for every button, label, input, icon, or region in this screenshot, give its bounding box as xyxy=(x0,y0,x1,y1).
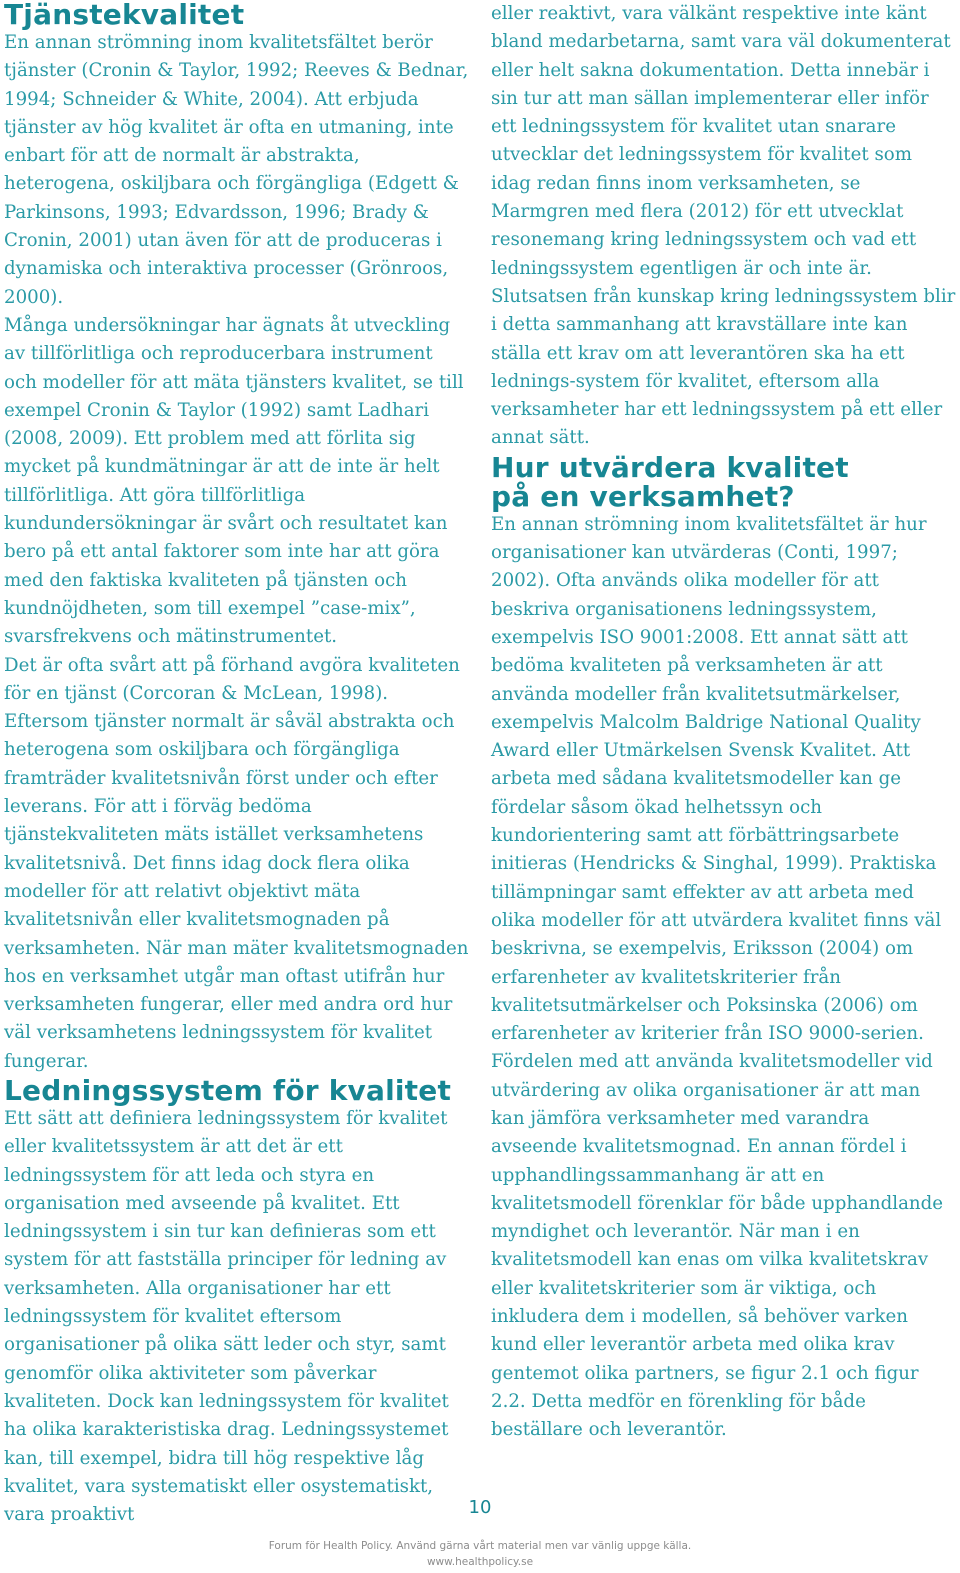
right-column xyxy=(491,0,957,1445)
page-number: 10 xyxy=(468,1497,492,1518)
paragraph: eller reaktivt, vara välkänt respektive inte känt bland medarbetarna, samt vara väl dokumenterat eller helt sakna dokumentation. Detta innebär i sin tur att man sällan implementerar eller inför ett ledningssystem för kvalitet utan snarare utvecklar det ledningssystem för kvalitet som idag redan finns inom verksamheten, se Marmgren med flera (2012) för ett utvecklat resonemang kring ledningssystem och vad ett ledningssystem egentligen är och inte är. Slutsatsen från kunskap kring ledningssystem blir i detta sammanhang att kravställare inte kan ställa ett krav om att leverantören ska ha ett lednings-system för kvalitet, eftersom alla verksamheter har ett ledningssystem på ett eller annat sätt. xyxy=(491,3,956,449)
footer-source-note: Forum för Health Policy. Använd gärna vårt material men var vänlig uppge källa. xyxy=(268,1540,692,1552)
heading-line: på en verksamhet? xyxy=(491,479,795,513)
paragraph: Det är ofta svårt att på förhand avgöra kvaliteten för en tjänst (Corcoran & McLean, 1998). Eftersom tjänster normalt är såväl abstrakta och heterogena som oskiljbara och förgängliga framträder kvalitetsnivån först under och efter leverans. För att i förväg bedöma tjänstekvaliteten mäts istället verksamhetens kvalitetsnivå. Det finns idag dock flera olika modeller för att relativt objektivt mäta kvalitetsnivån eller kvalitetsmognaden på verksamheten. När man mäter kvalitetsmognaden hos en verksamhet utgår man oftast utifrån hur verksamheten fungerar, eller med andra ord hur väl verksamhetens ledningssystem för kvalitet fungerar. xyxy=(4,654,469,1072)
footer-note xyxy=(0,1538,960,1570)
paragraph: Fördelen med att använda kvalitetsmodeller vid utvärdering av olika organisationer är att man kan jämföra verksamheter med varandra avseende kvalitetsmognad. En annan fördel i upphandlingssammanhang är att en kvalitetsmodell förenklar för både upphandlande myndighet och leverantör. När man i en kvalitetsmodell kan enas om vilka kvalitetskrav eller kvalitetskriterier som är viktiga, och inkludera dem i modellen, så behöver varken kund eller leverantör arbeta med olika krav gentemot olika partners, se figur 2.1 och figur 2.2. Detta medför en förenkling för både beställare och leverantör. xyxy=(491,1051,944,1441)
section-heading-hur-utvardera xyxy=(491,450,957,513)
section-heading-tjanstekvalitet: Tjänstekvalitet xyxy=(4,0,245,31)
footer-url-link[interactable]: www.healthpolicy.se xyxy=(426,1556,534,1568)
paragraph: Ett sätt att definiera ledningssystem för kvalitet eller kvalitetssystem är att det är ett ledningssystem för att leda och styra en organisation med avseende på kvalitet. Ett ledningssystem i sin tur kan definieras som ett system för att fastställa principer för ledning av verksamheten. Alla organisationer har ett ledningssystem för kvalitet eftersom organisationer på olika sätt leder och styr, samt genomför olika aktiviteter som påverkar kvaliteten. Dock kan ledningssystem för kvalitet ha olika karakteristiska drag. Ledningssystemet kan, till exempel, bidra till hög respektive låg kvalitet, vara systematiskt eller osystematiskt, vara proaktivt xyxy=(4,1107,449,1526)
heading-line: Hur utvärdera kvalitet xyxy=(491,450,849,484)
left-column xyxy=(4,0,469,1529)
paragraph: Många undersökningar har ägnats åt utveckling av tillförlitliga och reproducerbara instrument och modeller för att mäta tjänsters kvalitet, se till exempel Cronin & Taylor (1992) samt Ladhari (2008, 2009). Ett problem med att förlita sig mycket på kundmätningar är att de inte är helt tillförlitliga. Att göra tillförlitliga kundundersökningar är svårt och resultatet kan bero på ett antal faktorer som inte har att göra med den faktiska kvaliteten på tjänsten och kundnöjdheten, som till exempel ”case-mix”, svarsfrekvens och mätinstrumentet. xyxy=(4,314,464,648)
paragraph: En annan strömning inom kvalitetsfältet är hur organisationer kan utvärderas (Conti, 1997; 2002). Ofta används olika modeller för att beskriva organisationens ledningssystem, exempelvis ISO 9001:2008. Ett annat sätt att bedöma kvaliteten på verksamheten är att använda modeller från kvalitetsutmärkelser, exempelvis Malcolm Baldrige National Quality Award eller Utmärkelsen Svensk Kvalitet. Att arbeta med sådana kvalitetsmodeller kan ge fördelar såsom ökad helhetssyn och kundorientering samt att förbättringsarbete initieras (Hendricks & Singhal, 1999). Praktiska tillämpningar samt effekter av att arbeta med olika modeller för att utvärdera kvalitet finns väl beskrivna, se exempelvis, Eriksson (2004) om erfarenheter av kvalitetskriterier från kvalitetsutmärkelser och Poksinska (2006) om erfarenheter av kriterier från ISO 9000-serien. xyxy=(491,513,942,1045)
section-heading-ledningssystem: Ledningssystem för kvalitet xyxy=(4,1073,452,1107)
paragraph: En annan strömning inom kvalitetsfältet berör tjänster (Cronin & Taylor, 1992; Reeves & Bednar, 1994; Schneider & White, 2004). Att erbjuda tjänster av hög kvalitet är ofta en utmaning, inte enbart för att de normalt är abstrakta, heterogena, oskiljbara och förgängliga (Edgett & Parkinsons, 1993; Edvardsson, 1996; Brady & Cronin, 2001) utan även för att de produceras i dynamiska och interaktiva processer (Grönroos, 2000). xyxy=(4,32,469,308)
